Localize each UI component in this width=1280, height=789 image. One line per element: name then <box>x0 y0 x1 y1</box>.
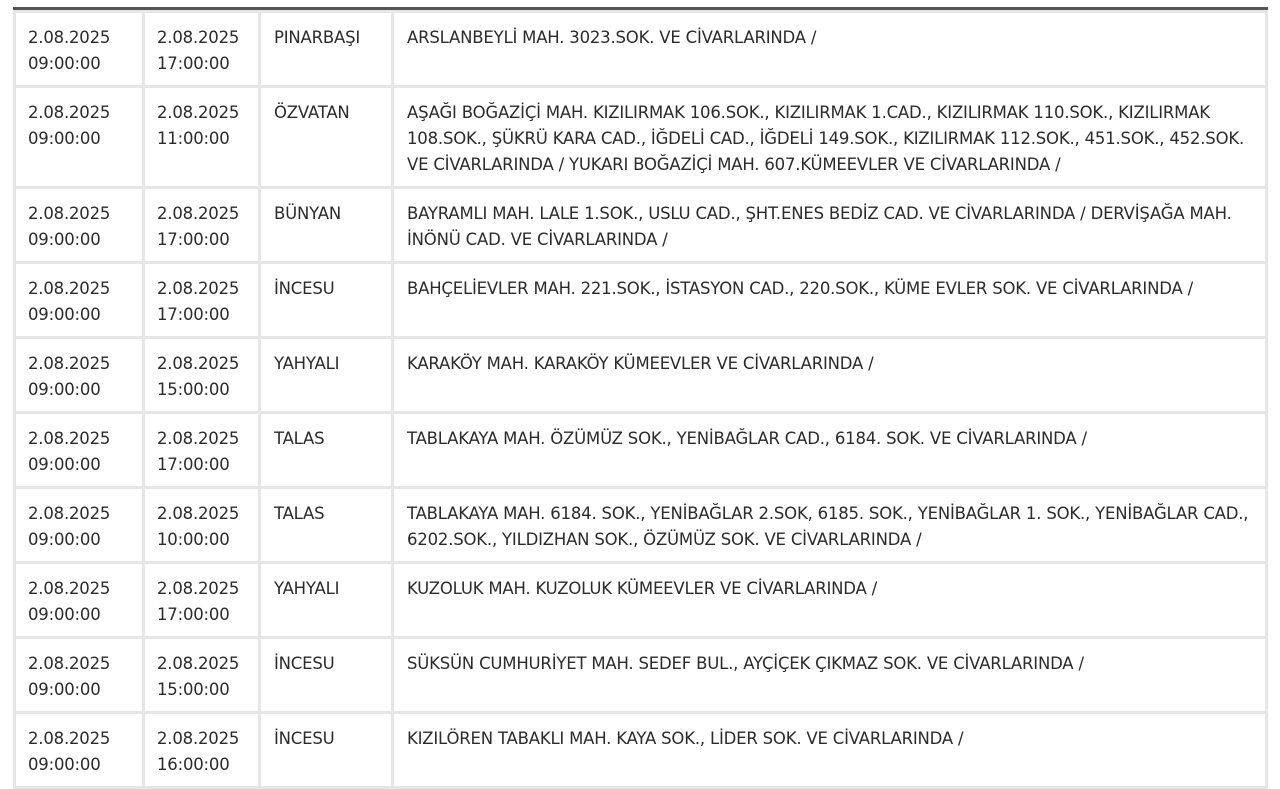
end-datetime-cell <box>145 189 258 261</box>
locations-cell: ARSLANBEYLİ MAH. 3023.SOK. VE CİVARLARINDA / <box>394 13 1265 85</box>
start-datetime-cell <box>16 489 142 561</box>
start-date: 2.08.2025 <box>28 279 111 298</box>
end-date: 2.08.2025 <box>157 279 240 298</box>
outage-table-body <box>16 13 1265 786</box>
end-date: 2.08.2025 <box>157 429 240 448</box>
table-row <box>16 489 1265 561</box>
locations-cell: BAYRAMLI MAH. LALE 1.SOK., USLU CAD., ŞHT.ENES BEDİZ CAD. VE CİVARLARINDA / DERVİŞAĞA MAH. İNÖNÜ CAD. VE CİVARLARINDA / <box>394 189 1265 261</box>
district-cell: TALAS <box>261 414 391 486</box>
start-datetime-cell <box>16 414 142 486</box>
end-datetime-cell <box>145 88 258 186</box>
start-time: 09:00:00 <box>28 455 101 474</box>
district-cell: PINARBAŞI <box>261 13 391 85</box>
district-cell: YAHYALI <box>261 339 391 411</box>
table-row <box>16 13 1265 85</box>
end-date: 2.08.2025 <box>157 729 240 748</box>
start-datetime-cell <box>16 339 142 411</box>
start-datetime-cell <box>16 264 142 336</box>
start-time: 09:00:00 <box>28 129 101 148</box>
end-date: 2.08.2025 <box>157 504 240 523</box>
end-date: 2.08.2025 <box>157 654 240 673</box>
start-datetime-cell <box>16 189 142 261</box>
end-datetime-cell <box>145 639 258 711</box>
start-time: 09:00:00 <box>28 605 101 624</box>
end-datetime-cell <box>145 564 258 636</box>
start-time: 09:00:00 <box>28 305 101 324</box>
district-cell: ÖZVATAN <box>261 88 391 186</box>
end-time: 11:00:00 <box>157 129 230 148</box>
table-row <box>16 339 1265 411</box>
end-datetime-cell <box>145 13 258 85</box>
table-row <box>16 564 1265 636</box>
end-date: 2.08.2025 <box>157 103 240 122</box>
end-datetime-cell <box>145 489 258 561</box>
end-time: 15:00:00 <box>157 680 230 699</box>
end-time: 17:00:00 <box>157 54 230 73</box>
locations-cell: AŞAĞI BOĞAZİÇİ MAH. KIZILIRMAK 106.SOK., KIZILIRMAK 1.CAD., KIZILIRMAK 110.SOK., KIZILIRMAK 108.SOK., ŞÜKRÜ KARA CAD., İĞDELİ CAD., İĞDELİ 149.SOK., KIZILIRMAK 112.SOK., 451.SOK., 452.SOK. VE CİVARLARINDA / YUKARI BOĞAZİÇİ MAH. 607.KÜMEEVLER VE CİVARLARINDA / <box>394 88 1265 186</box>
end-datetime-cell <box>145 414 258 486</box>
start-datetime-cell <box>16 714 142 786</box>
start-date: 2.08.2025 <box>28 354 111 373</box>
start-date: 2.08.2025 <box>28 28 111 47</box>
table-row <box>16 264 1265 336</box>
locations-cell: KIZILÖREN TABAKLI MAH. KAYA SOK., LİDER SOK. VE CİVARLARINDA / <box>394 714 1265 786</box>
end-time: 17:00:00 <box>157 305 230 324</box>
start-datetime-cell <box>16 13 142 85</box>
end-date: 2.08.2025 <box>157 204 240 223</box>
table-row <box>16 714 1265 786</box>
start-date: 2.08.2025 <box>28 204 111 223</box>
start-date: 2.08.2025 <box>28 579 111 598</box>
district-cell: İNCESU <box>261 639 391 711</box>
start-date: 2.08.2025 <box>28 654 111 673</box>
district-cell: İNCESU <box>261 714 391 786</box>
start-date: 2.08.2025 <box>28 429 111 448</box>
locations-cell: SÜKSÜN CUMHURİYET MAH. SEDEF BUL., AYÇİÇEK ÇIKMAZ SOK. VE CİVARLARINDA / <box>394 639 1265 711</box>
end-time: 17:00:00 <box>157 605 230 624</box>
start-time: 09:00:00 <box>28 755 101 774</box>
end-date: 2.08.2025 <box>157 28 240 47</box>
outage-table-container <box>13 0 1268 774</box>
table-row <box>16 189 1265 261</box>
outage-table <box>13 10 1268 789</box>
start-time: 09:00:00 <box>28 230 101 249</box>
start-time: 09:00:00 <box>28 530 101 549</box>
start-date: 2.08.2025 <box>28 729 111 748</box>
start-time: 09:00:00 <box>28 54 101 73</box>
start-datetime-cell <box>16 564 142 636</box>
end-time: 15:00:00 <box>157 380 230 399</box>
end-time: 10:00:00 <box>157 530 230 549</box>
district-cell: İNCESU <box>261 264 391 336</box>
end-date: 2.08.2025 <box>157 579 240 598</box>
table-row <box>16 639 1265 711</box>
start-date: 2.08.2025 <box>28 504 111 523</box>
locations-cell: TABLAKAYA MAH. ÖZÜMÜZ SOK., YENİBAĞLAR CAD., 6184. SOK. VE CİVARLARINDA / <box>394 414 1265 486</box>
locations-cell: BAHÇELİEVLER MAH. 221.SOK., İSTASYON CAD., 220.SOK., KÜME EVLER SOK. VE CİVARLARINDA / <box>394 264 1265 336</box>
district-cell: TALAS <box>261 489 391 561</box>
end-time: 17:00:00 <box>157 230 230 249</box>
start-datetime-cell <box>16 639 142 711</box>
table-row <box>16 88 1265 186</box>
end-datetime-cell <box>145 339 258 411</box>
start-datetime-cell <box>16 88 142 186</box>
end-datetime-cell <box>145 714 258 786</box>
start-time: 09:00:00 <box>28 680 101 699</box>
district-cell: BÜNYAN <box>261 189 391 261</box>
locations-cell: TABLAKAYA MAH. 6184. SOK., YENİBAĞLAR 2.SOK, 6185. SOK., YENİBAĞLAR 1. SOK., YENİBAĞLAR CAD., 6202.SOK., YILDIZHAN SOK., ÖZÜMÜZ SOK. VE CİVARLARINDA / <box>394 489 1265 561</box>
end-time: 17:00:00 <box>157 455 230 474</box>
locations-cell: KARAKÖY MAH. KARAKÖY KÜMEEVLER VE CİVARLARINDA / <box>394 339 1265 411</box>
table-row <box>16 414 1265 486</box>
start-time: 09:00:00 <box>28 380 101 399</box>
start-date: 2.08.2025 <box>28 103 111 122</box>
end-time: 16:00:00 <box>157 755 230 774</box>
end-date: 2.08.2025 <box>157 354 240 373</box>
district-cell: YAHYALI <box>261 564 391 636</box>
locations-cell: KUZOLUK MAH. KUZOLUK KÜMEEVLER VE CİVARLARINDA / <box>394 564 1265 636</box>
end-datetime-cell <box>145 264 258 336</box>
